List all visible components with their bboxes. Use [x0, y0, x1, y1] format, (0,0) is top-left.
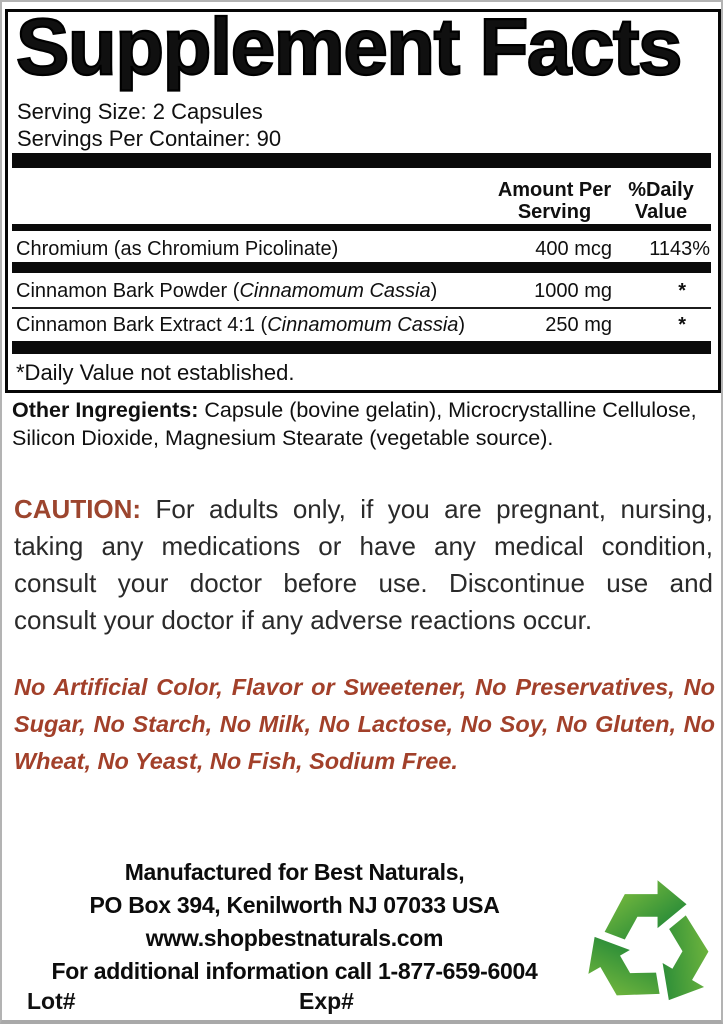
header-spacer [16, 175, 497, 223]
ingredient-latin-name: Cinnamomum Cassia [239, 280, 431, 302]
ingredient-name-text: Cinnamon Bark Powder ( [16, 280, 240, 302]
panel-title: Supplement Facts [16, 2, 682, 91]
address-line: PO Box 394, Kenilworth NJ 07033 USA [89, 892, 500, 918]
ingredient-amount: 1000 mg [534, 280, 612, 302]
header-dv-line2: Value [634, 201, 688, 223]
serving-info [17, 98, 281, 152]
table-row-cinnamon-powder [16, 278, 710, 304]
header-dv-line1: %Daily [628, 179, 694, 201]
caution-text: For adults only, if you are pregnant, nursing, [141, 494, 713, 524]
table-header [16, 175, 710, 223]
other-ingredients-label: Other Ingregients: [12, 398, 199, 422]
ingredient-amount: 400 mcg [535, 238, 612, 260]
serving-size: Serving Size: 2 Capsules [17, 99, 263, 124]
supplement-facts-panel [5, 2, 721, 393]
other-ingredients [12, 396, 719, 452]
other-ingredients-line2: Silicon Dioxide, Magnesium Stearate (vegetable source). [12, 426, 554, 450]
caution-section [14, 491, 713, 639]
other-ingredients-text: Capsule (bovine gelatin), Microcrystalline Cellulose, [198, 398, 697, 422]
divider-thin [12, 307, 711, 309]
exp-number-label: Exp# [299, 988, 354, 1014]
no-additives-claims [14, 669, 715, 780]
header-amount-line1: Amount Per [497, 179, 612, 201]
divider-thick-bottom [12, 341, 711, 354]
recycle-icon [579, 879, 721, 1005]
claims-line1: No Artificial Color, Flavor or Sweetener, No Preservatives, No [14, 674, 715, 700]
daily-value-footnote: *Daily Value not established. [16, 360, 295, 385]
divider-medium [12, 224, 711, 231]
ingredient-daily-value: * [678, 314, 686, 336]
website-line: www.shopbestnaturals.com [145, 925, 444, 951]
servings-per-container: Servings Per Container: 90 [17, 126, 282, 151]
header-amount-per-serving [497, 175, 612, 223]
ingredient-name [16, 312, 497, 338]
ingredient-name [16, 236, 497, 262]
caution-line1 [14, 491, 713, 528]
manufacturer-info [7, 856, 582, 988]
claims-line3: Wheat, No Yeast, No Fish, Sodium Free. [14, 748, 458, 774]
ingredient-name-text: Chromium (as Chromium Picolinate) [16, 238, 339, 260]
caution-line3: consult your doctor before use. Discontinue use and [14, 568, 713, 598]
caution-line2: taking any medications or have any medical condition, [14, 531, 713, 561]
table-row-cinnamon-extract [16, 312, 710, 338]
phone-line: For additional information call 1-877-659-6004 [51, 958, 538, 984]
ingredient-name-suffix: ) [458, 314, 466, 336]
header-amount-line2: Serving [517, 201, 592, 223]
ingredient-name-text: Cinnamon Bark Extract 4:1 ( [16, 314, 268, 336]
manufacturer-line: Manufactured for Best Naturals, [124, 859, 465, 885]
header-daily-value [612, 175, 710, 223]
divider-thick-top [12, 153, 711, 168]
ingredient-name [16, 278, 497, 304]
ingredient-amount: 250 mg [545, 314, 612, 336]
ingredient-daily-value: * [678, 280, 686, 302]
ingredient-name-suffix: ) [430, 280, 438, 302]
table-row-chromium [16, 236, 710, 262]
caution-line4: consult your doctor if any adverse reactions occur. [14, 605, 593, 635]
claims-line2: Sugar, No Starch, No Milk, No Lactose, No Soy, No Gluten, No [14, 711, 715, 737]
divider-thick-mid [12, 262, 711, 273]
lot-number-label: Lot# [27, 988, 76, 1014]
other-ingredients-line1 [12, 396, 719, 424]
caution-label: CAUTION: [14, 494, 142, 524]
ingredient-latin-name: Cinnamomum Cassia [267, 314, 459, 336]
ingredient-daily-value: 1143% [649, 238, 710, 260]
